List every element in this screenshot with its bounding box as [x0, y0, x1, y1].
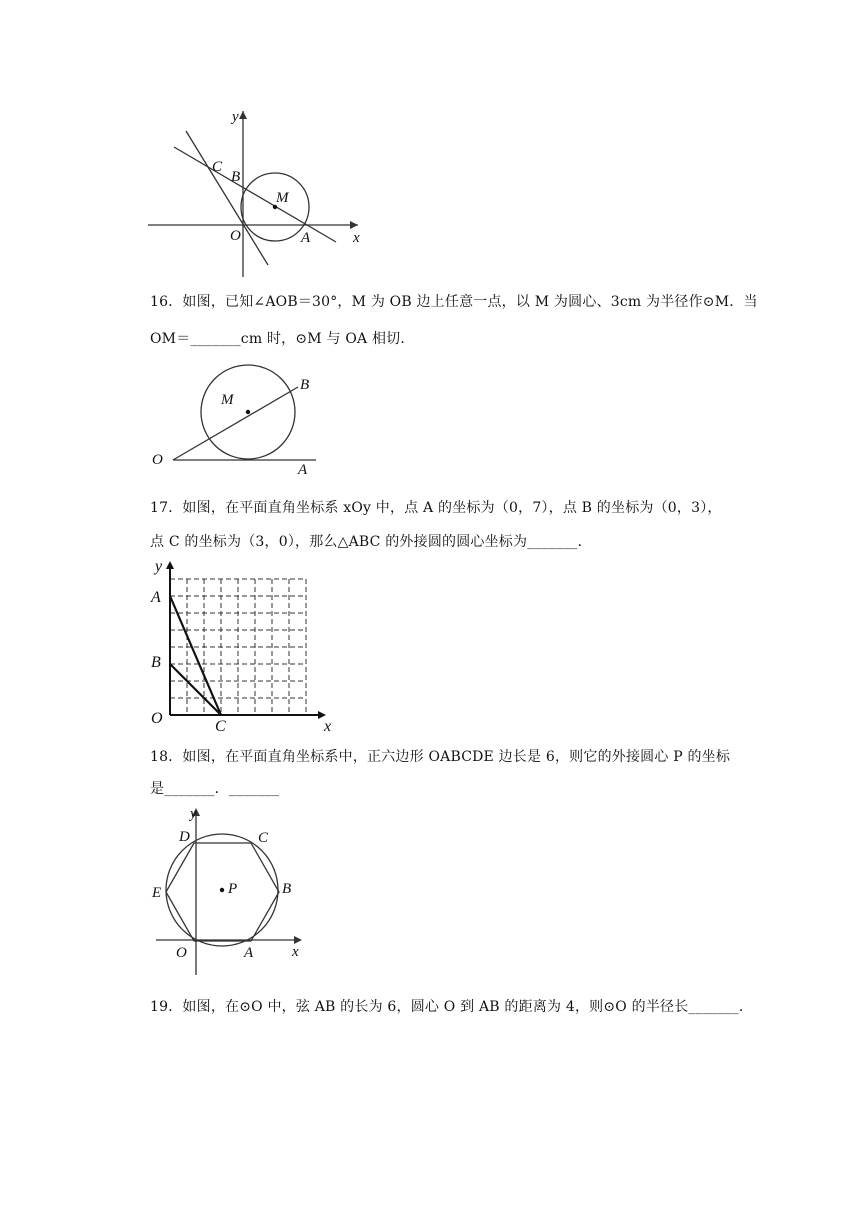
tangent-line: [186, 131, 268, 265]
figure-15-svg: [148, 105, 368, 280]
label-d: D: [179, 829, 190, 845]
question-17-line-1: 17．如图，在平面直角坐标系 xOy 中，点 A 的坐标为（0，7），点 B 的坐标为（0，3），: [150, 500, 722, 516]
label-b: B: [282, 881, 292, 897]
label-c: C: [258, 830, 269, 846]
question-19-line-1: 19．如图，在⊙O 中，弦 AB 的长为 6，圆心 O 到 AB 的距离为 4，则⊙O 的半径长_______．: [150, 999, 754, 1015]
label-x: x: [353, 230, 360, 246]
figure-16-svg: [148, 362, 328, 477]
x-axis-arrow: [294, 936, 302, 944]
ray-ob: [173, 387, 298, 460]
label-o: O: [152, 452, 163, 468]
question-17-line-2: 点 C 的坐标为（3，0），那么△ABC 的外接圆的圆心坐标为_______．: [150, 534, 592, 550]
figure-hexagon: [148, 805, 308, 980]
label-b: B: [300, 377, 310, 393]
label-c: C: [212, 159, 223, 175]
dashed-grid: [170, 579, 306, 715]
label-o: O: [230, 228, 241, 244]
segment-ac: [170, 596, 221, 715]
label-y: y: [155, 558, 163, 575]
figure-angle-circle: [148, 362, 328, 477]
label-e: E: [152, 885, 162, 901]
label-c: C: [215, 718, 226, 735]
y-axis-arrow: [166, 561, 174, 569]
line-ba: [174, 147, 336, 242]
label-a: A: [151, 589, 161, 606]
question-18-line-2: 是_______．_______: [150, 781, 280, 797]
figure-circle-tangent-lines: [148, 105, 368, 280]
label-o: O: [151, 710, 163, 727]
label-x: x: [324, 718, 332, 735]
figure-17-svg: [148, 555, 338, 735]
figure-18-svg: [148, 805, 308, 980]
center-point-m: [246, 410, 250, 414]
question-16-line-1: 16．如图，已知∠AOB＝30°，M 为 OB 边上任意一点，以 M 为圆心、3cm 为半径作⊙M．当: [150, 294, 758, 310]
label-o: O: [176, 945, 187, 961]
label-m: M: [276, 190, 289, 206]
label-p: P: [228, 881, 238, 897]
question-18-line-1: 18．如图，在平面直角坐标系中，正六边形 OABCDE 边长是 6，则它的外接圆心 P 的坐标: [150, 749, 731, 765]
label-y: y: [190, 806, 197, 822]
center-point-p: [220, 888, 224, 892]
label-m: M: [221, 392, 234, 408]
label-b: B: [231, 169, 241, 185]
label-b: B: [151, 654, 161, 671]
question-16-line-2: OM＝_______cm 时，⊙M 与 OA 相切．: [150, 331, 415, 347]
y-axis-arrow: [239, 111, 247, 119]
segment-bc: [170, 664, 221, 715]
label-a: A: [298, 462, 308, 477]
label-y: y: [232, 109, 239, 125]
label-a: A: [244, 945, 254, 961]
x-axis-arrow: [350, 221, 358, 229]
label-x: x: [292, 944, 299, 960]
label-a: A: [301, 230, 311, 246]
figure-grid-triangle: [148, 555, 338, 735]
